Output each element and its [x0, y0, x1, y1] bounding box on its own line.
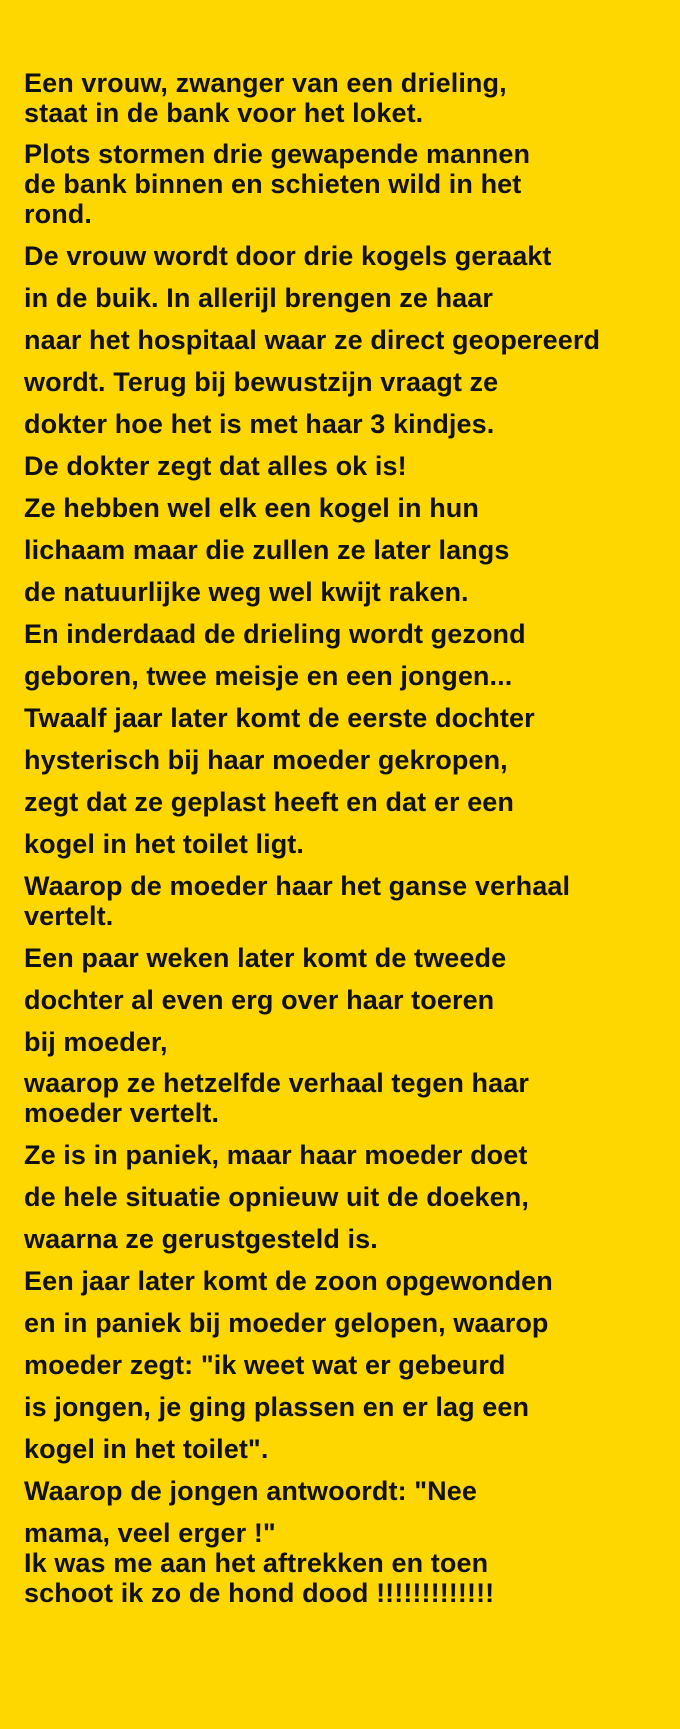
- joke-line: De dokter zegt dat alles ok is!: [24, 451, 407, 481]
- joke-line: Ze is in paniek, maar haar moeder doet: [24, 1140, 528, 1170]
- joke-line: hysterisch bij haar moeder gekropen,: [24, 745, 508, 775]
- joke-line: staat in de bank voor het loket.: [24, 98, 424, 128]
- joke-line: schoot ik zo de hond dood !!!!!!!!!!!!!: [24, 1578, 495, 1608]
- joke-line: Ik was me aan het aftrekken en toen: [24, 1548, 489, 1578]
- joke-line: De vrouw wordt door drie kogels geraakt: [24, 241, 552, 271]
- joke-line: dokter hoe het is met haar 3 kindjes.: [24, 409, 495, 439]
- joke-line: Waarop de jongen antwoordt: "Nee: [24, 1476, 478, 1506]
- joke-line: waarop ze hetzelfde verhaal tegen haar: [24, 1068, 529, 1098]
- joke-line: Ze hebben wel elk een kogel in hun: [24, 493, 479, 523]
- joke-line: wordt. Terug bij bewustzijn vraagt ze: [24, 367, 499, 397]
- joke-line: rond.: [24, 199, 92, 229]
- joke-line: in de buik. In allerijl brengen ze haar: [24, 283, 494, 313]
- joke-line: naar het hospitaal waar ze direct geopereerd: [24, 325, 601, 355]
- joke-line: en in paniek bij moeder gelopen, waarop: [24, 1308, 549, 1338]
- joke-line: is jongen, je ging plassen en er lag een: [24, 1392, 530, 1422]
- joke-line: de natuurlijke weg wel kwijt raken.: [24, 577, 469, 607]
- joke-line: de hele situatie opnieuw uit de doeken,: [24, 1182, 529, 1212]
- joke-line: dochter al even erg over haar toeren: [24, 985, 495, 1015]
- joke-line: Twaalf jaar later komt de eerste dochter: [24, 703, 535, 733]
- joke-line: lichaam maar die zullen ze later langs: [24, 535, 510, 565]
- joke-line: Een vrouw, zwanger van een drieling,: [24, 68, 507, 98]
- joke-line: Een paar weken later komt de tweede: [24, 943, 507, 973]
- joke-line: kogel in het toilet ligt.: [24, 829, 305, 859]
- joke-line: En inderdaad de drieling wordt gezond: [24, 619, 526, 649]
- joke-line: geboren, twee meisje en een jongen...: [24, 661, 513, 691]
- joke-line: moeder vertelt.: [24, 1098, 220, 1128]
- joke-line: Een jaar later komt de zoon opgewonden: [24, 1266, 553, 1296]
- joke-line: Plots stormen drie gewapende mannen: [24, 139, 531, 169]
- joke-line: kogel in het toilet".: [24, 1434, 269, 1464]
- joke-line: waarna ze gerustgesteld is.: [24, 1224, 378, 1254]
- joke-line: de bank binnen en schieten wild in het: [24, 169, 522, 199]
- joke-line: moeder zegt: "ik weet wat er gebeurd: [24, 1350, 506, 1380]
- joke-line: bij moeder,: [24, 1027, 168, 1057]
- joke-line: zegt dat ze geplast heeft en dat er een: [24, 787, 515, 817]
- joke-line: vertelt.: [24, 901, 114, 931]
- joke-line: Waarop de moeder haar het ganse verhaal: [24, 871, 571, 901]
- joke-text: [24, 68, 674, 1608]
- joke-line: mama, veel erger !": [24, 1518, 276, 1548]
